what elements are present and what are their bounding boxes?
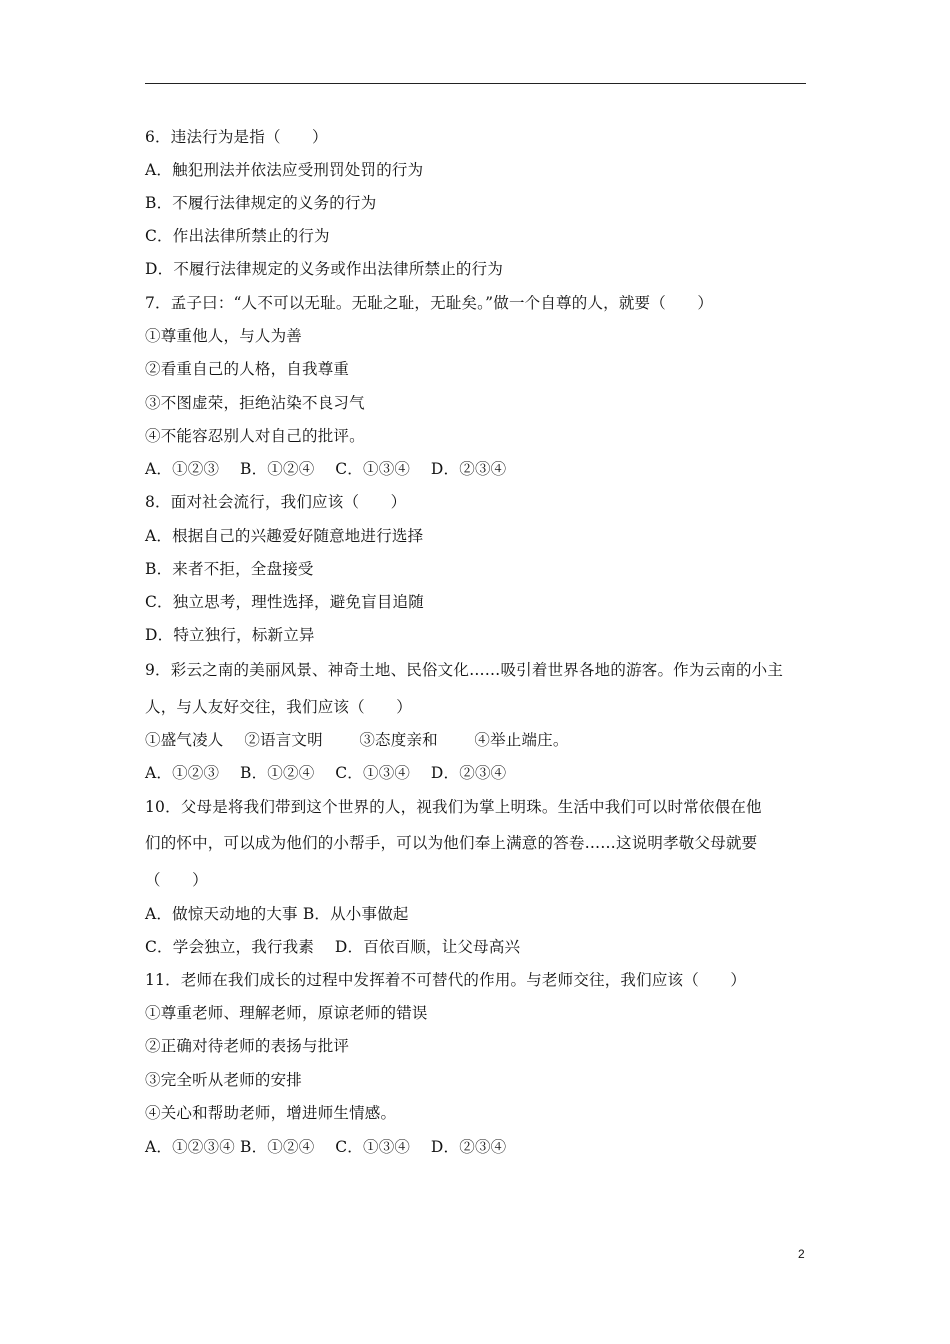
q10-stem-line-2: 们的怀中，可以成为他们的小帮手，可以为他们奉上满意的答卷……这说明孝敬父母就要: [145, 834, 758, 852]
q6-stem: 6．违法行为是指（ ）: [145, 128, 328, 146]
q7-statement-4: ④不能容忍别人对自己的批评。: [145, 427, 365, 445]
q7-statement-2: ②看重自己的人格，自我尊重: [145, 360, 350, 378]
q9-stem-line-2: 人，与人友好交往，我们应该（ ）: [145, 698, 412, 716]
q8-option-d: D．特立独行，标新立异: [145, 626, 315, 644]
q8-option-b: B．来者不拒，全盘接受: [145, 560, 314, 578]
q11-statement-2: ②正确对待老师的表扬与批评: [145, 1037, 350, 1055]
q10-stem-line-1: 10．父母是将我们带到这个世界的人，视我们为掌上明珠。生活中我们可以时常依偎在他: [145, 798, 762, 816]
q6-option-a: A．触犯刑法并依法应受刑罚处罚的行为: [145, 161, 424, 179]
q10-stem-line-3: （ ）: [145, 871, 208, 889]
q7-statement-1: ①尊重他人，与人为善: [145, 327, 303, 345]
q8-option-c: C．独立思考，理性选择，避免盲目追随: [145, 593, 424, 611]
q11-options: A．①②③④ B．①②④ C．①③④ D．②③④: [145, 1138, 507, 1156]
q11-statement-1: ①尊重老师、理解老师，原谅老师的错误: [145, 1004, 428, 1022]
q10-options-cd: C．学会独立，我行我素 D．百依百顺，让父母高兴: [145, 938, 521, 956]
q11-statement-4: ④关心和帮助老师，增进师生情感。: [145, 1104, 397, 1122]
q10-options-ab: A．做惊天动地的大事 B．从小事做起: [145, 905, 409, 923]
q9-options: A．①②③ B．①②④ C．①③④ D．②③④: [145, 764, 507, 782]
q6-option-c: C．作出法律所禁止的行为: [145, 227, 330, 245]
q7-statement-3: ③不图虚荣，拒绝沾染不良习气: [145, 394, 365, 412]
q11-stem: 11．老师在我们成长的过程中发挥着不可替代的作用。与老师交往，我们应该（ ）: [145, 971, 747, 989]
page-number: 2: [798, 1247, 805, 1261]
q6-option-b: B．不履行法律规定的义务的行为: [145, 194, 377, 212]
q11-statement-3: ③完全听从老师的安排: [145, 1071, 303, 1089]
q6-option-d: D．不履行法律规定的义务或作出法律所禁止的行为: [145, 260, 504, 278]
q8-stem: 8．面对社会流行，我们应该（ ）: [145, 493, 407, 511]
q9-items: ①盛气凌人 ②语言文明 ③态度亲和 ④举止端庄。: [145, 731, 569, 749]
q8-option-a: A．根据自己的兴趣爱好随意地进行选择: [145, 527, 424, 545]
q7-options: A．①②③ B．①②④ C．①③④ D．②③④: [145, 460, 507, 478]
q7-stem: 7．孟子曰：“人不可以无耻。无耻之耻，无耻矣。”做一个自尊的人，就要（ ）: [145, 294, 714, 312]
q9-stem-line-1: 9．彩云之南的美丽风景、神奇土地、民俗文化……吸引着世界各地的游客。作为云南的小主: [145, 661, 784, 679]
header-rule: [145, 83, 806, 84]
